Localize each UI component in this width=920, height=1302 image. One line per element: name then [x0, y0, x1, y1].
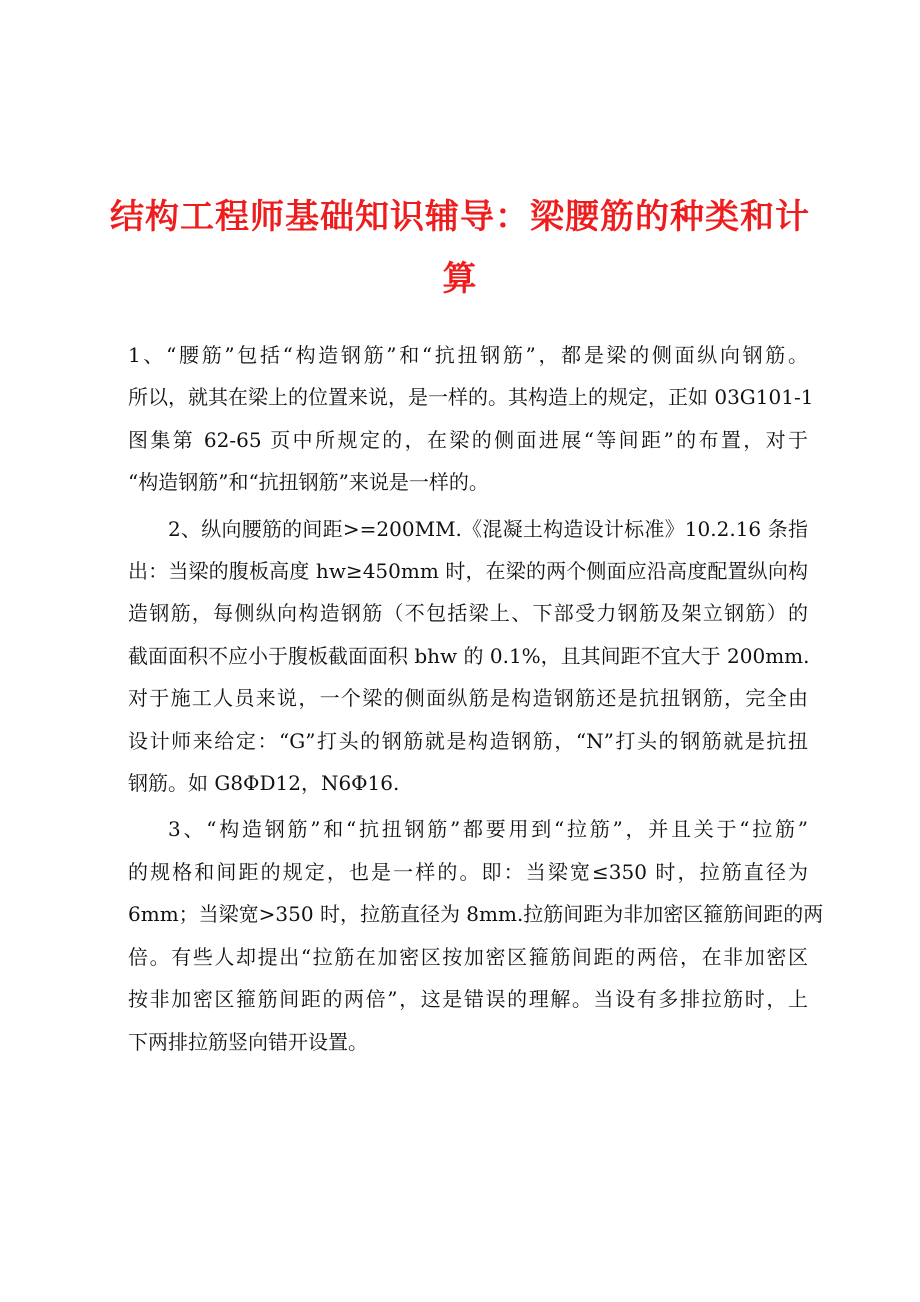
document-title — [110, 186, 810, 310]
text-line: 6mm；当梁宽>350 时，拉筋直径为 8mm.拉筋间距为非加密区箍筋间距的两 — [128, 902, 824, 927]
paragraph-3 — [128, 808, 824, 1062]
document-body — [128, 334, 824, 1067]
text-line: 对于施工人员来说，一个梁的侧面纵筋是构造钢筋还是抗扭钢筋，完全由 — [128, 686, 808, 711]
text-line: 3、“构造钢筋”和“抗扭钢筋”都要用到“拉筋”，并且关于“拉筋” — [168, 817, 808, 842]
text-line: 的规格和间距的规定，也是一样的。即：当梁宽≤350 时，拉筋直径为 — [128, 859, 808, 884]
text-line: 所以，就其在梁上的位置来说，是一样的。其构造上的规定，正如 03G101-1 — [128, 385, 814, 410]
text-line: 设计师来给定：“G”打头的钢筋就是构造钢筋，“N”打头的钢筋就是抗扭 — [128, 728, 808, 753]
text-line: 下两排拉筋竖向错开设置。 — [128, 1029, 368, 1054]
text-line: 图集第 62-65 页中所规定的，在梁的侧面进展“等间距”的布置，对于 — [128, 427, 808, 452]
text-line: “构造钢筋”和“抗扭钢筋”来说是一样的。 — [128, 470, 489, 495]
text-line: 钢筋。如 G8ΦD12，N6Φ16. — [128, 771, 400, 796]
title-line-2: 算 — [442, 259, 478, 299]
paragraph-1 — [128, 334, 814, 504]
text-line: 出：当梁的腹板高度 hw≥450mm 时，在梁的两个侧面应沿高度配置纵向构 — [128, 559, 808, 584]
text-line: 截面面积不应小于腹板截面面积 bhw 的 0.1%，且其间距不宜大于 200mm. — [128, 643, 810, 668]
text-line: 倍。有些人却提出“拉筋在加密区按加密区箍筋间距的两倍，在非加密区 — [128, 944, 808, 969]
text-line: 2、纵向腰筋的间距>=200MM.《混凝土构造设计标准》10.2.16 条指 — [168, 516, 808, 541]
paragraph-2 — [128, 508, 808, 805]
text-line: 造钢筋，每侧纵向构造钢筋（不包括梁上、下部受力钢筋及架立钢筋）的 — [128, 601, 808, 626]
title-line-1: 结构工程师基础知识辅导：梁腰筋的种类和计 — [110, 197, 810, 237]
text-line: 按非加密区箍筋间距的两倍”，这是错误的理解。当设有多排拉筋时，上 — [128, 987, 808, 1012]
text-line: 1、“腰筋”包括“构造钢筋”和“抗扭钢筋”，都是梁的侧面纵向钢筋。 — [128, 343, 808, 367]
